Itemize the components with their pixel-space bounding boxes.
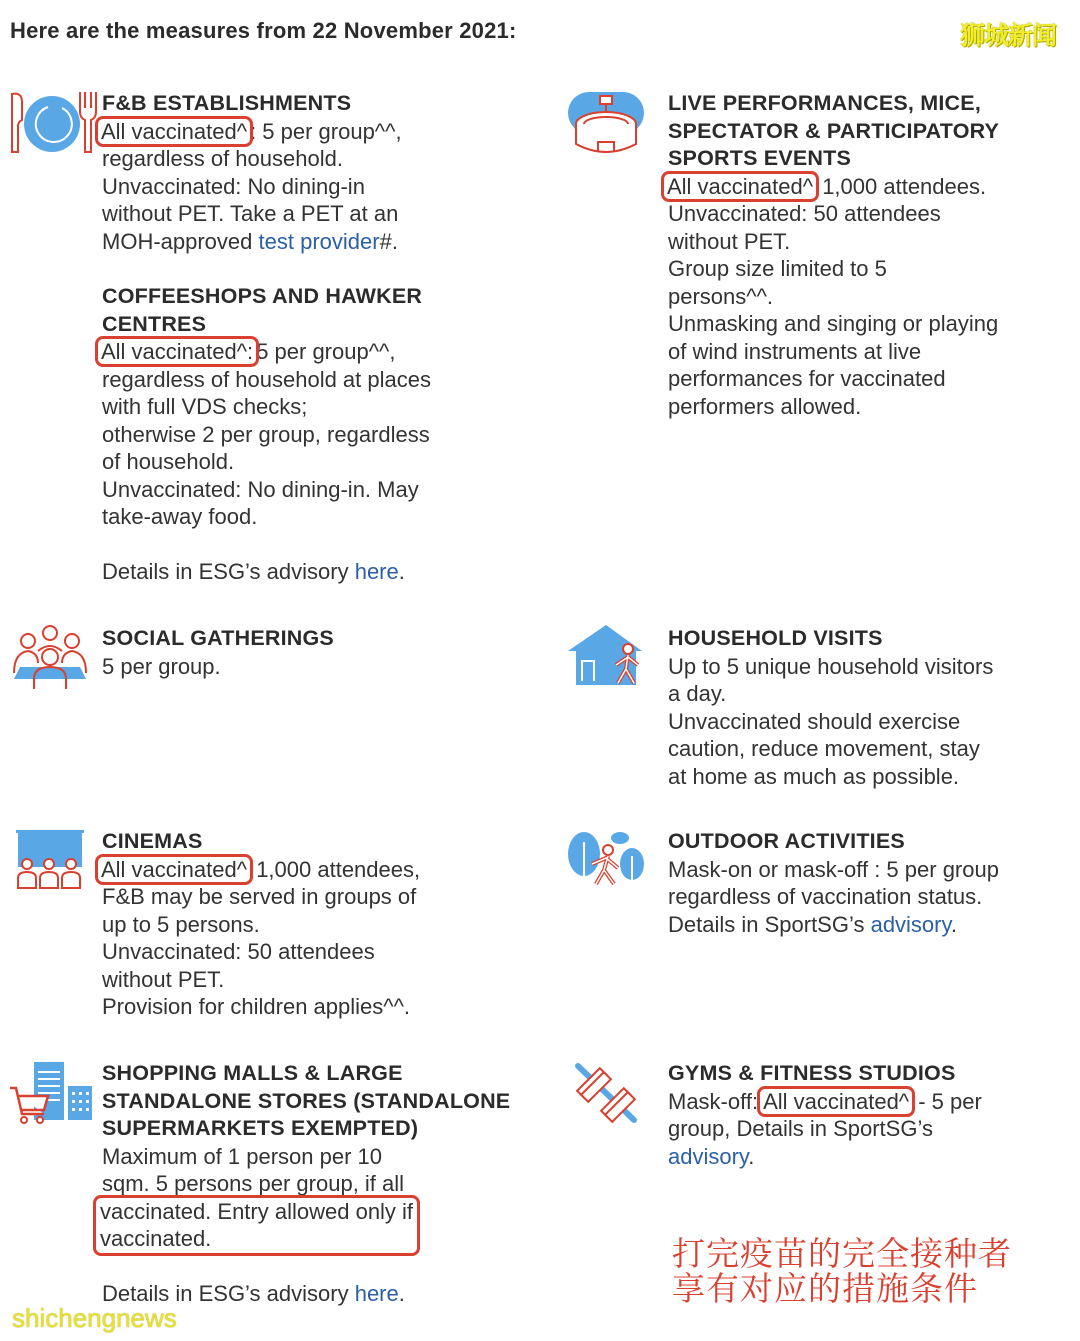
annotation-line: 享有对应的措施条件	[672, 1270, 978, 1307]
body-line: otherwise 2 per group, regardless	[102, 421, 430, 447]
body-text: - 5 per	[912, 1088, 982, 1114]
intro-heading: Here are the measures from 22 November 2021:	[10, 18, 517, 43]
section-title: LIVE PERFORMANCES, MICE, SPECTATOR & PARTICIPATORY SPORTS EVENTS	[668, 91, 999, 170]
dumbbell-icon	[572, 1060, 662, 1150]
body-text: Details in ESG’s advisory	[102, 1280, 355, 1306]
body-text: Details in ESG’s advisory	[102, 558, 355, 584]
highlight-box	[96, 1198, 417, 1253]
body-text: .	[748, 1143, 755, 1169]
body-line: Mask-on or mask-off : 5 per group	[668, 856, 999, 882]
watermark-bottom: shichengnews	[12, 1303, 177, 1333]
test-provider-link[interactable]: test provider	[258, 228, 380, 254]
body-text: #.	[379, 228, 398, 254]
section-title: HOUSEHOLD VISITS	[668, 626, 883, 650]
body-line: Provision for children applies^^.	[102, 994, 411, 1019]
body-line: regardless of household.	[102, 146, 343, 171]
body-line: vaccinated.	[100, 1226, 212, 1251]
body-line: without PET.	[668, 228, 791, 254]
body-line: without PET.	[102, 966, 225, 992]
section-title: OUTDOOR ACTIVITIES	[668, 829, 905, 853]
body-line: regardless of household at places	[102, 366, 431, 392]
highlight-box: All vaccinated^	[98, 857, 250, 882]
section-title: COFFEESHOPS AND HAWKER CENTRES	[102, 284, 423, 336]
body-text: Mask-off:	[668, 1088, 759, 1114]
body-text: MOH-approved	[102, 228, 259, 254]
body-line: 5 per group.	[102, 653, 221, 679]
body-line: Unvaccinated: No dining-in. May	[102, 476, 419, 502]
body-line: caution, reduce movement, stay	[668, 736, 980, 761]
body-line: sqm. 5 persons per group, if all	[102, 1171, 405, 1196]
body-line: Up to 5 unique household visitors	[668, 653, 994, 679]
body-text: : 5 per group^^,	[250, 118, 402, 144]
body-text: 1,000 attendees,	[256, 856, 421, 882]
body-text: Details in SportSG’s	[668, 911, 871, 937]
house-visitor-icon	[566, 625, 656, 715]
sportsg-advisory-link[interactable]: advisory	[668, 1143, 749, 1169]
section-title: F&B ESTABLISHMENTS	[102, 91, 352, 115]
highlight-box: All vaccinated^	[98, 119, 250, 144]
esg-advisory-link[interactable]: here	[354, 1280, 399, 1306]
body-line: vaccinated. Entry allowed only if	[100, 1198, 414, 1224]
body-line: Unvaccinated: 50 attendees	[668, 201, 941, 226]
body-line: F&B may be served in groups of	[102, 884, 417, 909]
body-line: Group size limited to 5	[668, 256, 887, 281]
section-title: SHOPPING MALLS & LARGE STANDALONE STORES (STANDALONE SUPERMARKETS EXEMPTED)	[102, 1061, 511, 1140]
sportsg-advisory-link[interactable]: advisory	[870, 911, 951, 937]
body-line: a day.	[668, 681, 727, 706]
body-line: Unvaccinated: No dining-in	[102, 173, 365, 199]
body-line: take-away food.	[102, 504, 258, 529]
body-text: .	[398, 558, 405, 584]
body-line: without PET. Take a PET at an	[102, 201, 399, 226]
annotation-line: 打完疫苗的完全接种者	[672, 1235, 1012, 1272]
body-line: Unvaccinated: 50 attendees	[102, 939, 375, 964]
cinema-icon	[14, 828, 104, 918]
body-text: .	[398, 1280, 405, 1306]
body-line: group, Details in SportSG’s	[668, 1116, 933, 1141]
watermark-top: 狮城新闻	[960, 22, 1057, 50]
body-line: with full VDS checks;	[102, 394, 308, 419]
body-line: persons^^.	[668, 283, 774, 309]
plate-cutlery-icon	[8, 90, 98, 180]
mall-cart-icon	[8, 1060, 98, 1150]
outdoor-trees-icon	[564, 828, 654, 918]
body-text: .	[950, 911, 957, 937]
body-text: 5 per group^^,	[256, 339, 396, 364]
body-text: 1,000 attendees.	[822, 173, 987, 199]
body-line: up to 5 persons.	[102, 911, 260, 937]
stadium-icon	[566, 90, 656, 180]
body-line: regardless of vaccination status.	[668, 884, 983, 909]
section-title: SOCIAL GATHERINGS	[102, 626, 334, 650]
chinese-annotation	[672, 1236, 1012, 1306]
body-line: at home as much as possible.	[668, 763, 960, 789]
body-line: performances for vaccinated	[668, 366, 946, 391]
highlight-box: All vaccinated^	[664, 174, 816, 199]
body-line: Unvaccinated should exercise	[668, 708, 961, 734]
body-line: Unmasking and singing or playing	[668, 311, 999, 336]
body-line: Maximum of 1 person per 10	[102, 1143, 383, 1169]
body-line: of wind instruments at live	[668, 338, 922, 364]
section-title: CINEMAS	[102, 829, 203, 853]
body-line: of household.	[102, 449, 235, 474]
meeting-people-icon	[8, 625, 98, 715]
section-title: GYMS & FITNESS STUDIOS	[668, 1061, 956, 1085]
esg-advisory-link[interactable]: here	[354, 558, 399, 584]
body-line: performers allowed.	[668, 393, 862, 419]
highlight-box: All vaccinated^	[760, 1089, 912, 1114]
highlight-box: All vaccinated^:	[98, 339, 256, 364]
